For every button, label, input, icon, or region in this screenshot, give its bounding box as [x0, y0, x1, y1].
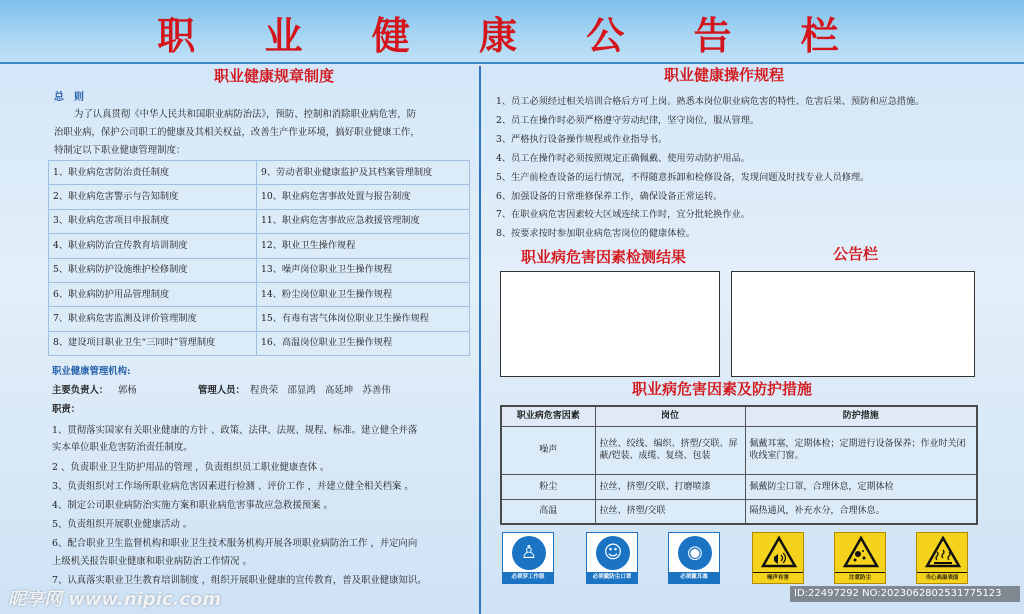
duty-line: 实本单位职业危害防治责任制度。 [52, 442, 193, 453]
ops-item: 8、按要求按时参加职业病危害岗位的健康体检。 [496, 228, 695, 239]
sign-dust-mask [586, 532, 638, 584]
ops-item: 4、员工在操作时必须按照规定正确佩戴、使用劳动防护用品。 [496, 153, 750, 164]
rules-cell: 15、有毒有害气体岗位职业卫生操作规程 [257, 307, 470, 331]
sign-dust-warning [834, 532, 886, 584]
sign-noise-warning [752, 532, 804, 584]
detect-results-panel [500, 271, 720, 377]
sign-caption: 噪声有害 [753, 572, 803, 583]
ops-item: 7、在职业病危害因素较大区域连续工作时，宜分批轮换作业。 [496, 209, 750, 220]
rules-cell: 7、职业病危害监测及评价管理制度 [49, 307, 257, 331]
rules-cell: 10、职业病危害事故处置与报告制度 [257, 185, 470, 209]
sign-caption: 注意防尘 [835, 572, 885, 583]
rules-cell: 8、建设项目职业卫生“三同时”管理制度 [49, 331, 257, 355]
rules-row [49, 331, 470, 355]
ops-item: 3、严格执行设备操作规程或作业指导书。 [496, 134, 668, 145]
rules-cell: 12、职业卫生操作规程 [257, 234, 470, 258]
general-text-line-1: 为了认真贯彻《中华人民共和国职业病防治法》，预防、控制和消除职业病危害，防 [74, 109, 417, 120]
hazard-cell: 高温 [501, 499, 595, 524]
rules-cell: 11、职业病危害事故应急救援管理制度 [257, 209, 470, 233]
hazard-cell: 粉尘 [501, 474, 595, 499]
hazard-table-header [501, 406, 977, 426]
duty-line: 3、负责组织对工作场所职业病危害因素进行检测 、评价工作 ，并建立健全相关档案 。 [52, 481, 414, 492]
hazard-row [501, 474, 977, 499]
notice-section-title: 公告栏 [833, 245, 879, 263]
hazard-cell: 拉丝、绞线、编织、挤塑/交联、屏蔽/铠装、成缆、复绕、包装 [595, 426, 745, 474]
hazard-cell: 拉丝、挤塑/交联、打磨喷漆 [595, 474, 745, 499]
noise-warning-icon [761, 536, 797, 568]
sign-hot-surface [916, 532, 968, 584]
duty-line: 2 、负责职业卫生防护用品的管理 ，负责组织员工职业健康查体 。 [52, 462, 330, 473]
rules-cell: 6、职业病防护用品管理制度 [49, 282, 257, 306]
duty-line: 6、配合职业卫生监督机构和职业卫生技术服务机构开展各项职业病防治工作 ，并定向向 [52, 538, 418, 549]
duty-line: 1、贯彻落实国家有关职业健康的方针 、政策、法律、法规、规程、标准。建立健全并落 [52, 425, 418, 436]
rules-row [49, 185, 470, 209]
leader-name: 郭杨 [118, 385, 137, 396]
page-title: 职 业 健 康 公 告 栏 [157, 14, 867, 58]
hazard-table [500, 405, 978, 525]
mask-icon: ☺ [596, 536, 630, 570]
duty-line: 5、负责组织开展职业健康活动 。 [52, 519, 193, 530]
general-heading: 总 则 [54, 92, 84, 103]
leader-label: 主要负责人： [52, 385, 109, 396]
sign-earplugs [668, 532, 720, 584]
dust-warning-icon [843, 536, 879, 568]
hazard-cell: 佩戴防尘口罩，合理休息，定期体检 [745, 474, 977, 499]
hazard-header-measures: 防护措施 [745, 406, 977, 426]
sign-work-clothes [502, 532, 554, 584]
hazard-cell: 噪声 [501, 426, 595, 474]
hazard-header-factor: 职业病危害因素 [501, 406, 595, 426]
ops-item: 1、员工必须经过相关培训合格后方可上岗。熟悉本岗位职业病危害的特性、危害后果、预防和应急措施。 [496, 96, 925, 107]
rules-cell: 2、职业病危害警示与告知制度 [49, 185, 257, 209]
rules-row [49, 258, 470, 282]
rules-cell: 5、职业病防护设施维护检修制度 [49, 258, 257, 282]
detect-section-title: 职业病危害因素检测结果 [521, 248, 687, 266]
duties-label: 职责： [52, 404, 81, 415]
rules-row [49, 161, 470, 185]
sign-caption: 必须戴防尘口罩 [587, 572, 637, 583]
ops-item: 5、生产前检查设备的运行情况，不得随意拆卸和检修设备，发现问题及时找专业人员修理。 [496, 172, 870, 183]
general-text-line-3: 特制定以下职业健康管理制度： [54, 145, 186, 156]
watermark-logo: 昵享网 www.nipic.com [8, 589, 222, 610]
hazard-cell: 拉丝、挤塑/交联 [595, 499, 745, 524]
duty-line: 7、认真落实职业卫生教育培训制度 ，组织开展职业健康的宣传教育，普及职业健康知识。 [52, 575, 427, 586]
watermark-id: ID:22497292 NO:20230628025317751​23 [790, 586, 1020, 602]
rules-cell: 16、高温岗位职业卫生操作规程 [257, 331, 470, 355]
rules-row [49, 282, 470, 306]
duty-line: 上级机关报告职业健康和职业病防治工作情况 。 [52, 556, 252, 567]
sign-caption: 当心高温表面 [917, 572, 967, 583]
hazard-row [501, 499, 977, 524]
ops-item: 2、员工在操作时必须严格遵守劳动纪律，坚守岗位，服从管理。 [496, 115, 760, 126]
notice-panel [731, 271, 975, 377]
duty-line: 4、制定公司职业病防治实施方案和职业病危害事故应急救援预案 。 [52, 500, 333, 511]
ops-item: 6、加强设备的日常维修保养工作，确保设备正常运转。 [496, 191, 723, 202]
rules-section-title: 职业健康规章制度 [214, 67, 335, 85]
sign-caption: 必须戴耳塞 [669, 572, 719, 583]
staff-label: 管理人员： [198, 385, 245, 396]
org-section-title: 职业健康管理机构: [52, 366, 131, 377]
rules-cell: 13、噪声岗位职业卫生操作规程 [257, 258, 470, 282]
sign-caption: 必须穿工作服 [503, 572, 553, 583]
rules-row [49, 307, 470, 331]
column-divider [479, 66, 481, 614]
rules-cell: 4、职业病防治宣传教育培训制度 [49, 234, 257, 258]
hazard-header-post: 岗位 [595, 406, 745, 426]
hazard-cell: 佩戴耳塞，定期体检；定期进行设备保养；作业时关闭收线室门窗。 [745, 426, 977, 474]
protect-section-title: 职业病危害因素及防护措施 [632, 380, 813, 398]
general-text-line-2: 治职业病，保护公司职工的健康及其相关权益，改善生产作业环境，搞好职业健康工作， [54, 127, 420, 138]
hazard-row [501, 426, 977, 474]
rules-cell: 14、粉尘岗位职业卫生操作规程 [257, 282, 470, 306]
rules-cell: 3、职业病危害项目申报制度 [49, 209, 257, 233]
work-clothes-icon: ♙ [512, 536, 546, 570]
staff-names: 程贵荣 邵显鸿 高延坤 苏善伟 [250, 385, 391, 396]
earplug-icon: ◉ [678, 536, 712, 570]
rules-cell: 1、职业病危害防治责任制度 [49, 161, 257, 185]
hazard-cell: 隔热通风，补充水分，合理休息。 [745, 499, 977, 524]
rules-row [49, 209, 470, 233]
ops-section-title: 职业健康操作规程 [664, 66, 785, 84]
rules-table [48, 160, 470, 356]
rules-cell: 9、劳动者职业健康监护及其档案管理制度 [257, 161, 470, 185]
rules-row [49, 234, 470, 258]
hot-surface-icon [925, 536, 961, 568]
